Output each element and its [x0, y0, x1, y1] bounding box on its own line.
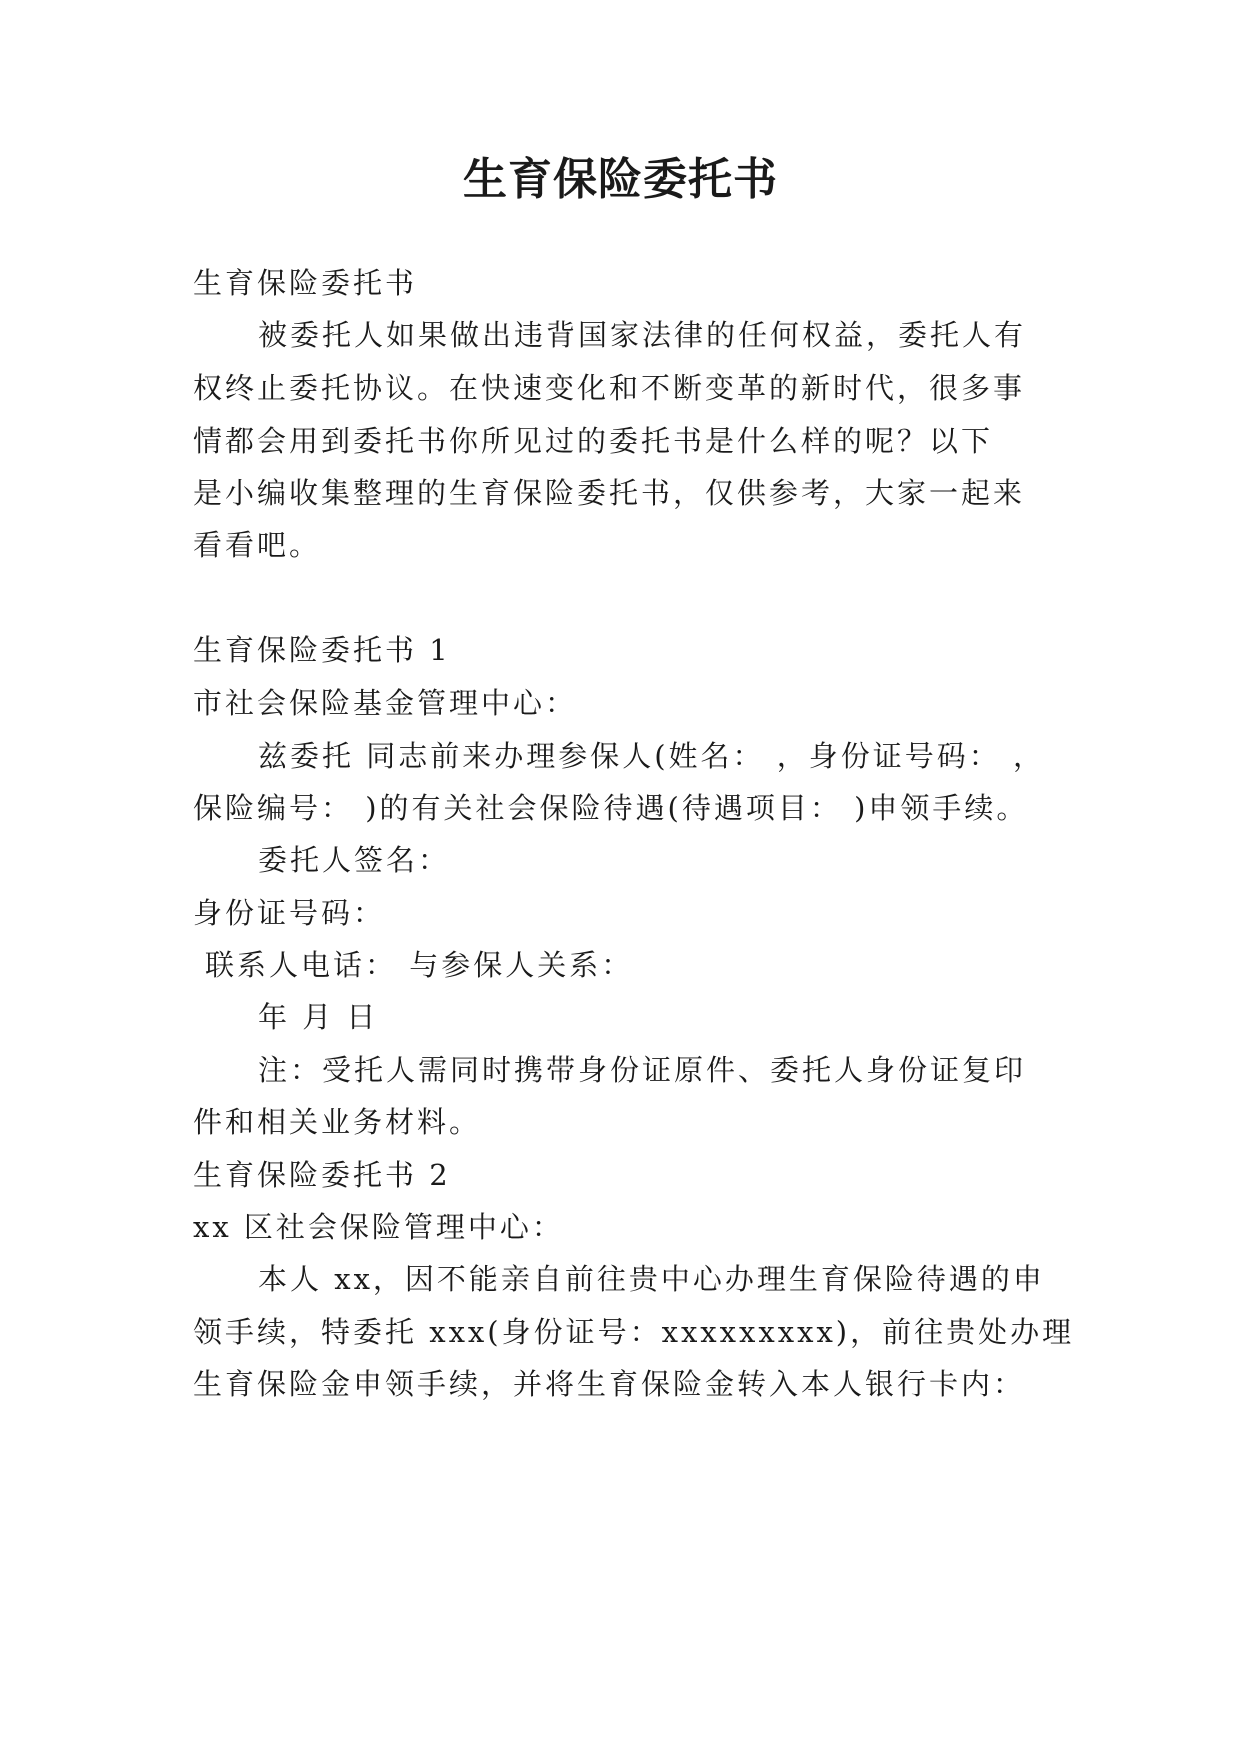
- section1-heading: 生育保险委托书 1: [193, 633, 451, 667]
- section1-signature: 委托人签名：: [258, 843, 451, 877]
- intro-heading: 生育保险委托书: [193, 266, 418, 300]
- intro-paragraph-line: 情都会用到委托书你所见过的委托书是什么样的呢？以下: [193, 424, 994, 458]
- section1-body-line: 兹委托 同志前来办理参保人(姓名： ，身份证号码： ，: [258, 739, 1045, 773]
- section1-body-line: 保险编号： )的有关社会保险待遇(待遇项目： )申领手续。: [193, 791, 1029, 825]
- section2-addressee: xx 区社会保险管理中心：: [193, 1210, 564, 1244]
- section1-contact: 联系人电话： 与参保人关系：: [205, 948, 634, 982]
- section2-body-line: 生育保险金申领手续，并将生育保险金转入本人银行卡内：: [193, 1367, 1026, 1401]
- section1-id-number: 身份证号码：: [193, 896, 386, 930]
- section1-date: 年 月 日: [258, 1000, 379, 1034]
- section2-heading: 生育保险委托书 2: [193, 1158, 451, 1192]
- section1-note-line: 注：受托人需同时携带身份证原件、委托人身份证复印: [258, 1053, 1027, 1087]
- section1-addressee: 市社会保险基金管理中心：: [193, 686, 578, 720]
- section1-note-line: 件和相关业务材料。: [193, 1105, 482, 1139]
- section2-body-line: 领手续，特委托 xxx(身份证号：xxxxxxxxx)，前往贵处办理: [193, 1315, 1075, 1349]
- intro-paragraph-line: 是小编收集整理的生育保险委托书，仅供参考，大家一起来: [193, 476, 1026, 510]
- intro-paragraph-line: 权终止委托协议。在快速变化和不断变革的新时代，很多事: [193, 371, 1026, 405]
- section2-body-line: 本人 xx，因不能亲自前往贵中心办理生育保险待遇的申: [258, 1262, 1045, 1296]
- intro-paragraph-line: 看看吧。: [193, 528, 322, 562]
- document-title: 生育保险委托书: [463, 154, 778, 205]
- intro-paragraph-line: 被委托人如果做出违背国家法律的任何权益，委托人有: [258, 318, 1027, 352]
